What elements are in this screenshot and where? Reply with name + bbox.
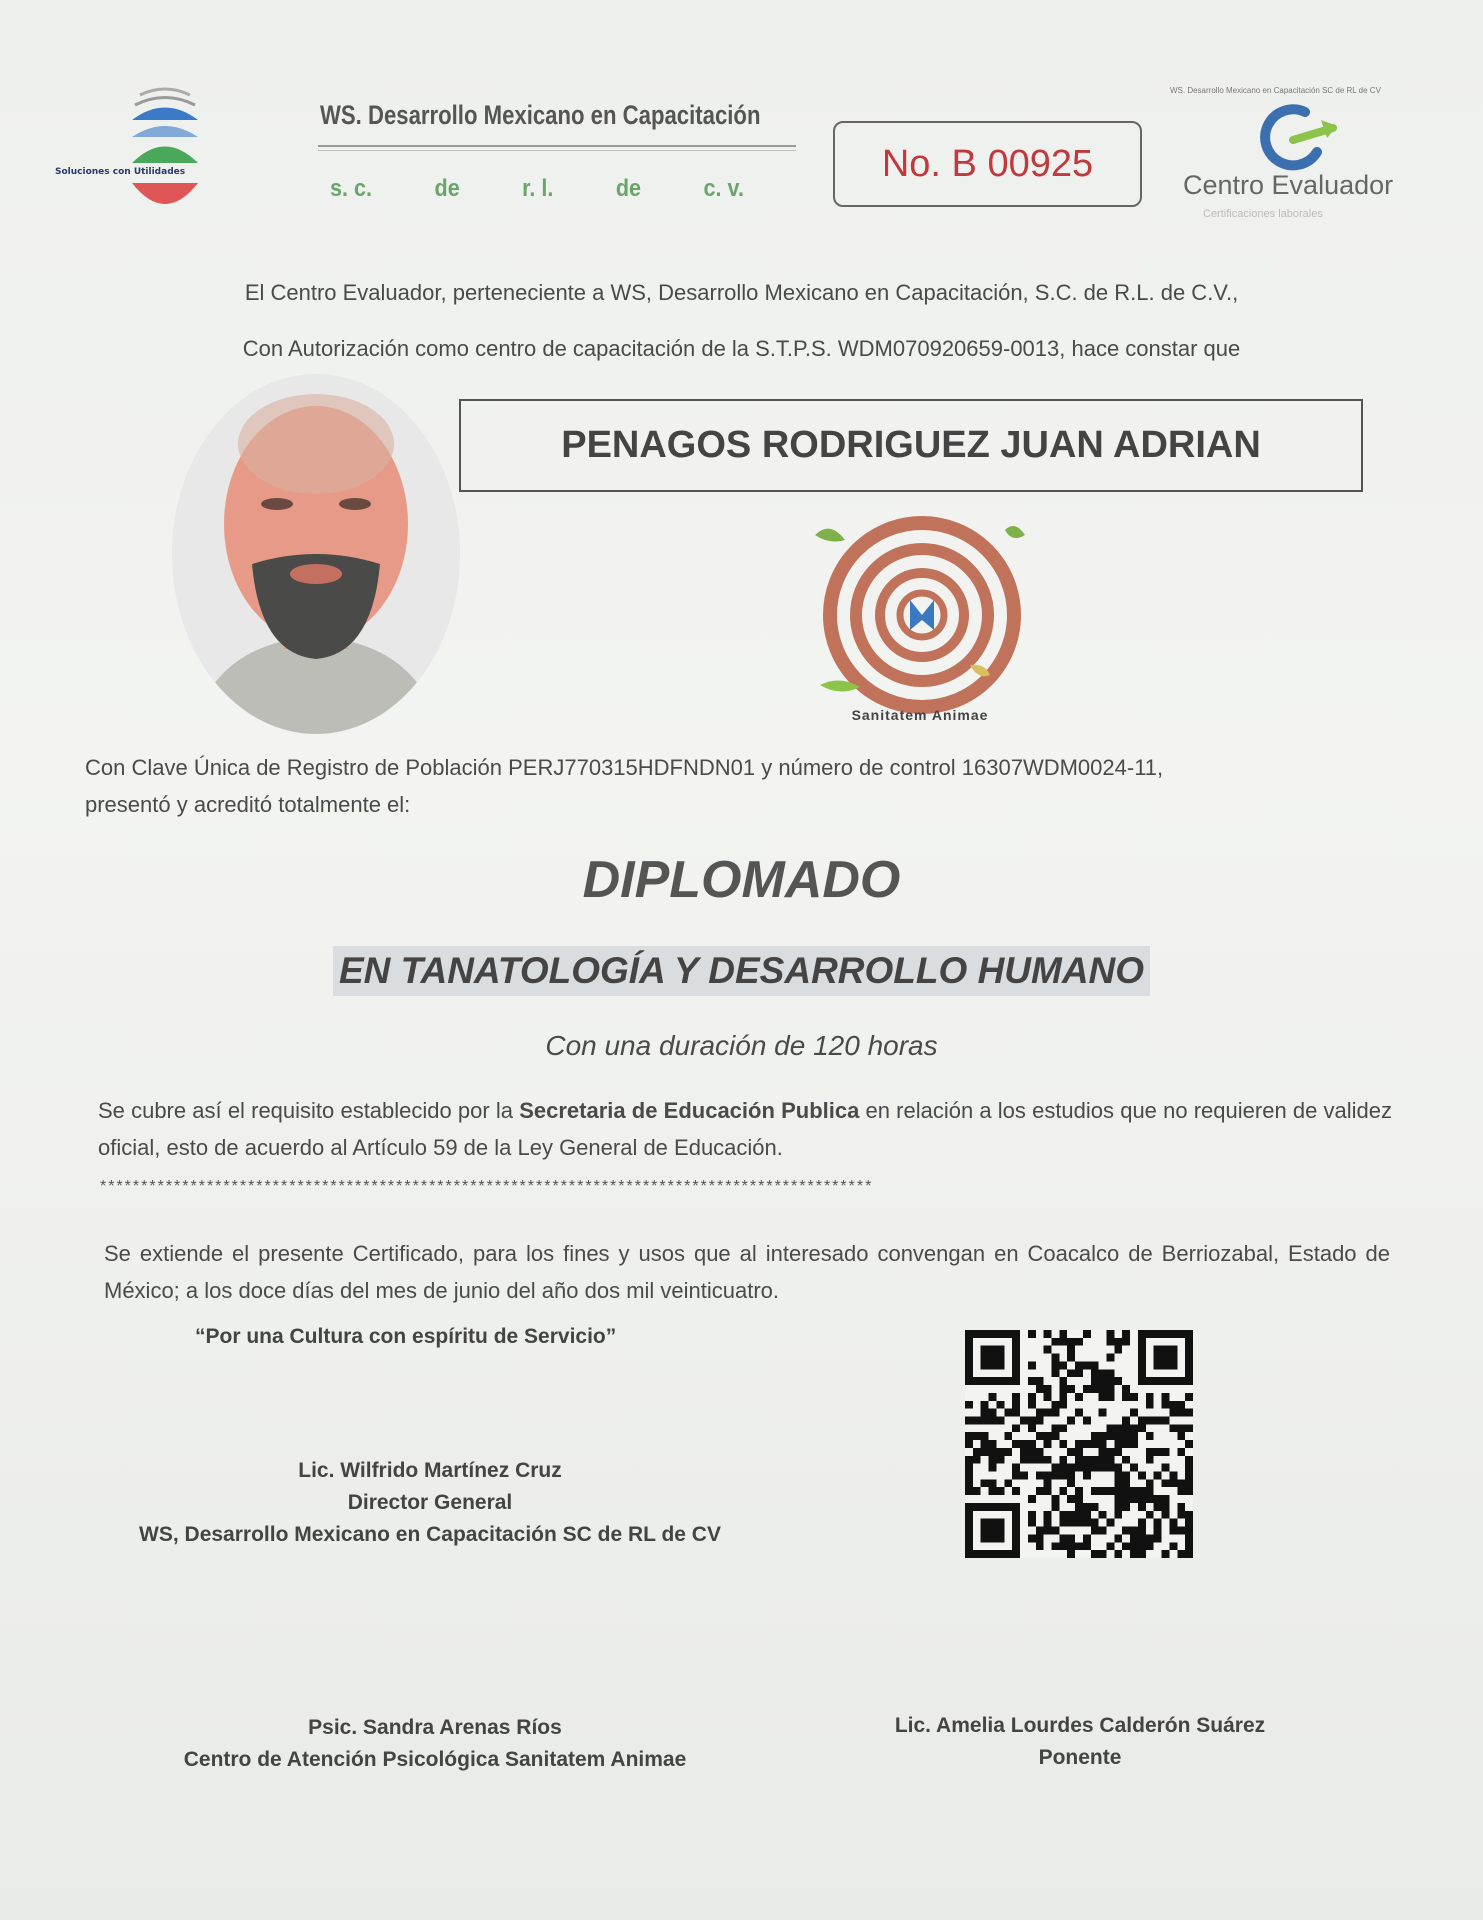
psychologist-org: Centro de Atención Psicológica Sanitatem Animae <box>183 1748 687 1771</box>
centro-evaluador-logo <box>1255 100 1345 172</box>
recipient-name: PENAGOS RODRIGUEZ JUAN ADRIAN <box>459 399 1363 492</box>
course-type: DIPLOMADO <box>582 851 901 909</box>
director-role: Director General <box>347 1491 513 1514</box>
director-org: WS, Desarrollo Mexicano en Capacitación SC de RL de CV <box>139 1523 721 1546</box>
soluciones-caption: Soluciones con Utilidades <box>55 167 186 177</box>
intro-line-2: Con Autorización como centro de capacitación de la S.T.P.S. WDM070920659-0013, hace constar que <box>242 336 1241 361</box>
requirement-bold: Secretaria de Educación Publica <box>519 1098 860 1123</box>
course-subject: EN TANATOLOGÍA Y DESARROLLO HUMANO <box>333 946 1150 996</box>
company-type-part: s. c. <box>330 175 373 202</box>
company-type-part: r. l. <box>522 175 554 202</box>
portrait-image <box>172 374 460 734</box>
evaluator-sub: Certificaciones laborales <box>1203 208 1323 220</box>
recipient-photo <box>172 374 460 734</box>
company-type-part: de <box>434 175 460 202</box>
course-duration: Con una duración de 120 horas <box>545 1030 938 1061</box>
director-name: Lic. Wilfrido Martínez Cruz <box>298 1459 562 1482</box>
speaker-signature <box>830 1710 1330 1774</box>
issuance-text: Se extiende el presente Certificado, para los fines y usos que al interesado convengan en Coacalco de Berriozabal, Estado de México; a los doce días del mes de junio del año dos mil veinticuatro. <box>104 1241 1390 1303</box>
company-type-part: de <box>615 175 642 202</box>
evaluator-name: Centro Evaluador <box>1183 170 1394 200</box>
intro-line-1: El Centro Evaluador, perteneciente a WS, Desarrollo Mexicano en Capacitación, S.C. de R.L. de C.V., <box>244 280 1239 305</box>
speaker-role: Ponente <box>1038 1746 1122 1769</box>
separator-stars: ********************************************************************************************** <box>100 1178 874 1195</box>
company-title: WS. Desarrollo Mexicano en Capacitación <box>320 100 761 130</box>
registration-line-2: presentó y acreditó totalmente el: <box>85 792 411 817</box>
director-signature <box>105 1455 755 1551</box>
psychologist-name: Psic. Sandra Arenas Ríos <box>308 1716 562 1739</box>
sanitatem-animae-logo <box>800 515 1040 725</box>
requirement-text <box>98 1092 1392 1166</box>
speaker-name: Lic. Amelia Lourdes Calderón Suárez <box>894 1714 1266 1737</box>
company-type <box>330 175 744 203</box>
requirement-post: en relación a los estudios que no requieren de validez oficial, esto de acuerdo al Artículo 59 de la Ley General de Educación. <box>98 1098 1392 1160</box>
qr-code <box>965 1330 1193 1558</box>
course-subject-wrap <box>0 946 1483 996</box>
folio-number: No. B 00925 <box>833 121 1142 207</box>
evaluator-tiny-caption: WS. Desarrollo Mexicano en Capacitación SC de RL de CV <box>1170 86 1381 95</box>
title-rule <box>318 145 796 147</box>
soluciones-logo <box>55 75 280 225</box>
psychologist-signature <box>120 1712 750 1776</box>
sanitatem-label: Sanitatem Animae <box>851 707 989 723</box>
requirement-pre: Se cubre así el requisito establecido por la <box>98 1098 520 1123</box>
registration-line-1: Con Clave Única de Registro de Población PERJ770315HDFNDN01 y número de control 16307WDM0024-11, <box>85 755 1164 780</box>
title-rule-thin <box>318 150 796 151</box>
company-type-part: c. v. <box>703 175 744 202</box>
motto: “Por una Cultura con espíritu de Servicio” <box>195 1325 617 1348</box>
